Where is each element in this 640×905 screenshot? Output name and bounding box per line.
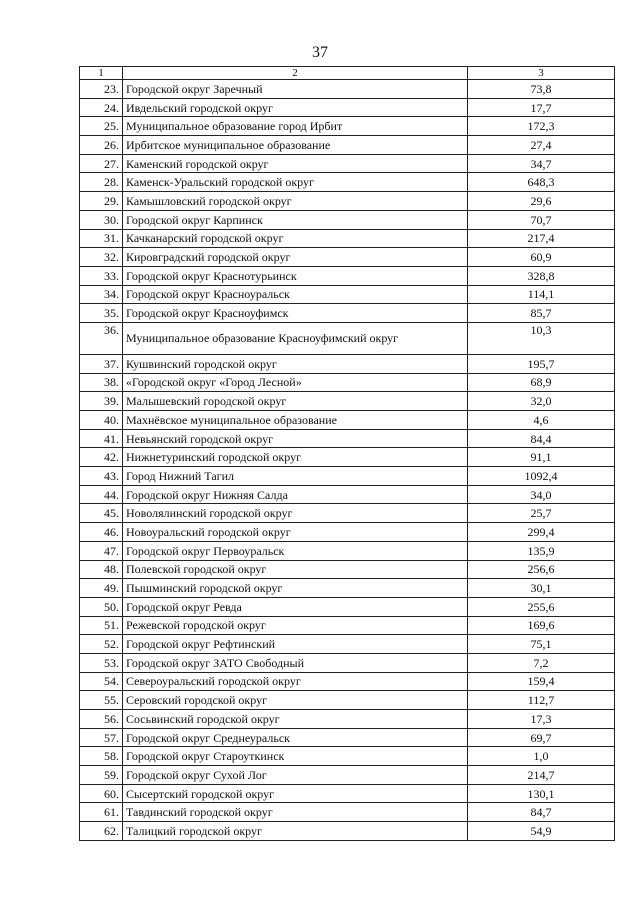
row-municipality-name: Городской округ Карпинск bbox=[123, 210, 468, 229]
row-value: 25,7 bbox=[468, 504, 615, 523]
table-row bbox=[80, 98, 615, 117]
table-row bbox=[80, 653, 615, 672]
row-number: 62. bbox=[80, 822, 123, 841]
table-row bbox=[80, 266, 615, 285]
row-municipality-name: Городской округ Красноуральск bbox=[123, 285, 468, 304]
table-body bbox=[80, 67, 615, 841]
row-value: 159,4 bbox=[468, 672, 615, 691]
row-municipality-name: Городской округ Сухой Лог bbox=[123, 766, 468, 785]
row-value: 54,9 bbox=[468, 822, 615, 841]
row-value: 29,6 bbox=[468, 192, 615, 211]
row-value: 91,1 bbox=[468, 448, 615, 467]
row-number: 27. bbox=[80, 154, 123, 173]
row-value: 30,1 bbox=[468, 579, 615, 598]
row-number: 56. bbox=[80, 710, 123, 729]
row-value: 172,3 bbox=[468, 117, 615, 136]
row-number: 58. bbox=[80, 747, 123, 766]
row-municipality-name: Сосьвинский городской округ bbox=[123, 710, 468, 729]
row-value: 255,6 bbox=[468, 597, 615, 616]
table-row bbox=[80, 448, 615, 467]
row-municipality-name: Сысертский городской округ bbox=[123, 784, 468, 803]
row-value: 69,7 bbox=[468, 728, 615, 747]
row-number: 39. bbox=[80, 392, 123, 411]
row-number: 50. bbox=[80, 597, 123, 616]
row-value: 195,7 bbox=[468, 354, 615, 373]
table-row bbox=[80, 192, 615, 211]
table-header-row bbox=[80, 67, 615, 80]
row-municipality-name: Ивдельский городской округ bbox=[123, 98, 468, 117]
row-municipality-name: Город Нижний Тагил bbox=[123, 467, 468, 486]
row-municipality-name: «Городской округ «Город Лесной» bbox=[123, 373, 468, 392]
row-value: 1,0 bbox=[468, 747, 615, 766]
row-municipality-name: Муниципальное образование город Ирбит bbox=[123, 117, 468, 136]
row-number: 46. bbox=[80, 523, 123, 542]
row-municipality-name: Городской округ Среднеуральск bbox=[123, 728, 468, 747]
table-row bbox=[80, 784, 615, 803]
row-municipality-name: Новоуральский городской округ bbox=[123, 523, 468, 542]
table-row bbox=[80, 803, 615, 822]
table-row bbox=[80, 173, 615, 192]
row-municipality-name: Полевской городской округ bbox=[123, 560, 468, 579]
table-row bbox=[80, 672, 615, 691]
row-number: 24. bbox=[80, 98, 123, 117]
row-value: 60,9 bbox=[468, 248, 615, 267]
row-number: 37. bbox=[80, 354, 123, 373]
table-row bbox=[80, 117, 615, 136]
table-row bbox=[80, 322, 615, 354]
table-row bbox=[80, 523, 615, 542]
row-municipality-name: Кировградский городской округ bbox=[123, 248, 468, 267]
column-header-name: 2 bbox=[123, 67, 468, 80]
table-row bbox=[80, 766, 615, 785]
row-municipality-name: Махнёвское муниципальное образование bbox=[123, 411, 468, 430]
row-municipality-name: Городской округ Красноуфимск bbox=[123, 304, 468, 323]
row-number: 41. bbox=[80, 429, 123, 448]
row-value: 73,8 bbox=[468, 80, 615, 99]
row-value: 112,7 bbox=[468, 691, 615, 710]
row-value: 84,7 bbox=[468, 803, 615, 822]
table-row bbox=[80, 429, 615, 448]
page-number: 37 bbox=[312, 44, 328, 61]
row-municipality-name: Каменский городской округ bbox=[123, 154, 468, 173]
table-row bbox=[80, 504, 615, 523]
row-value: 32,0 bbox=[468, 392, 615, 411]
row-municipality-name: Кушвинский городской округ bbox=[123, 354, 468, 373]
row-value: 10,3 bbox=[468, 322, 615, 354]
row-number: 29. bbox=[80, 192, 123, 211]
row-number: 25. bbox=[80, 117, 123, 136]
table-row bbox=[80, 285, 615, 304]
row-number: 35. bbox=[80, 304, 123, 323]
row-value: 256,6 bbox=[468, 560, 615, 579]
table-row bbox=[80, 691, 615, 710]
row-number: 23. bbox=[80, 80, 123, 99]
row-number: 36. bbox=[80, 322, 123, 354]
row-number: 45. bbox=[80, 504, 123, 523]
row-value: 75,1 bbox=[468, 635, 615, 654]
row-municipality-name: Городской округ Рефтинский bbox=[123, 635, 468, 654]
row-municipality-name: Городской округ Нижняя Салда bbox=[123, 485, 468, 504]
row-value: 114,1 bbox=[468, 285, 615, 304]
row-number: 47. bbox=[80, 541, 123, 560]
municipalities-table bbox=[79, 66, 615, 841]
table-row bbox=[80, 210, 615, 229]
row-number: 51. bbox=[80, 616, 123, 635]
table-row bbox=[80, 579, 615, 598]
row-municipality-name: Камышловский городской округ bbox=[123, 192, 468, 211]
row-municipality-name: Городской округ Староуткинск bbox=[123, 747, 468, 766]
row-number: 40. bbox=[80, 411, 123, 430]
table-row bbox=[80, 229, 615, 248]
row-value: 7,2 bbox=[468, 653, 615, 672]
row-municipality-name: Качканарский городской округ bbox=[123, 229, 468, 248]
row-municipality-name: Нижнетуринский городской округ bbox=[123, 448, 468, 467]
row-number: 44. bbox=[80, 485, 123, 504]
row-number: 34. bbox=[80, 285, 123, 304]
table-row bbox=[80, 747, 615, 766]
row-number: 30. bbox=[80, 210, 123, 229]
table-row bbox=[80, 560, 615, 579]
column-header-value: 3 bbox=[468, 67, 615, 80]
table-row bbox=[80, 248, 615, 267]
table-row bbox=[80, 411, 615, 430]
row-number: 33. bbox=[80, 266, 123, 285]
row-value: 27,4 bbox=[468, 136, 615, 155]
row-number: 54. bbox=[80, 672, 123, 691]
row-value: 130,1 bbox=[468, 784, 615, 803]
row-value: 68,9 bbox=[468, 373, 615, 392]
table-row bbox=[80, 467, 615, 486]
row-value: 4,6 bbox=[468, 411, 615, 430]
row-number: 42. bbox=[80, 448, 123, 467]
row-number: 32. bbox=[80, 248, 123, 267]
row-municipality-name: Городской округ Заречный bbox=[123, 80, 468, 99]
row-value: 648,3 bbox=[468, 173, 615, 192]
row-value: 34,0 bbox=[468, 485, 615, 504]
row-municipality-name: Пышминский городской округ bbox=[123, 579, 468, 598]
row-number: 43. bbox=[80, 467, 123, 486]
row-number: 55. bbox=[80, 691, 123, 710]
row-municipality-name: Малышевский городской округ bbox=[123, 392, 468, 411]
table-row bbox=[80, 710, 615, 729]
row-number: 57. bbox=[80, 728, 123, 747]
table-row bbox=[80, 597, 615, 616]
row-number: 52. bbox=[80, 635, 123, 654]
table-row bbox=[80, 136, 615, 155]
table-row bbox=[80, 635, 615, 654]
table-row bbox=[80, 822, 615, 841]
row-value: 217,4 bbox=[468, 229, 615, 248]
table-row bbox=[80, 154, 615, 173]
row-municipality-name: Режевской городской округ bbox=[123, 616, 468, 635]
table-row bbox=[80, 354, 615, 373]
table-row bbox=[80, 80, 615, 99]
row-number: 26. bbox=[80, 136, 123, 155]
row-number: 38. bbox=[80, 373, 123, 392]
row-number: 59. bbox=[80, 766, 123, 785]
row-number: 28. bbox=[80, 173, 123, 192]
row-value: 17,7 bbox=[468, 98, 615, 117]
row-value: 84,4 bbox=[468, 429, 615, 448]
row-value: 1092,4 bbox=[468, 467, 615, 486]
row-number: 61. bbox=[80, 803, 123, 822]
row-municipality-name: Городской округ Краснотурьинск bbox=[123, 266, 468, 285]
table-row bbox=[80, 616, 615, 635]
row-municipality-name: Ирбитское муниципальное образование bbox=[123, 136, 468, 155]
row-value: 85,7 bbox=[468, 304, 615, 323]
table-row bbox=[80, 541, 615, 560]
row-value: 70,7 bbox=[468, 210, 615, 229]
row-municipality-name: Каменск-Уральский городской округ bbox=[123, 173, 468, 192]
row-municipality-name: Серовский городской округ bbox=[123, 691, 468, 710]
row-value: 169,6 bbox=[468, 616, 615, 635]
table-row bbox=[80, 373, 615, 392]
row-municipality-name: Городской округ Первоуральск bbox=[123, 541, 468, 560]
row-number: 48. bbox=[80, 560, 123, 579]
row-number: 31. bbox=[80, 229, 123, 248]
row-municipality-name: Городской округ Ревда bbox=[123, 597, 468, 616]
row-value: 214,7 bbox=[468, 766, 615, 785]
column-header-number: 1 bbox=[80, 67, 123, 80]
row-value: 135,9 bbox=[468, 541, 615, 560]
row-number: 49. bbox=[80, 579, 123, 598]
row-number: 60. bbox=[80, 784, 123, 803]
row-municipality-name: Невьянский городской округ bbox=[123, 429, 468, 448]
row-municipality-name: Тавдинский городской округ bbox=[123, 803, 468, 822]
table-row bbox=[80, 304, 615, 323]
row-value: 328,8 bbox=[468, 266, 615, 285]
row-value: 34,7 bbox=[468, 154, 615, 173]
row-value: 17,3 bbox=[468, 710, 615, 729]
row-municipality-name: Новолялинский городской округ bbox=[123, 504, 468, 523]
row-municipality-name: Муниципальное образование Красноуфимский округ bbox=[123, 322, 468, 354]
row-value: 299,4 bbox=[468, 523, 615, 542]
table-row bbox=[80, 392, 615, 411]
table-row bbox=[80, 728, 615, 747]
row-municipality-name: Городской округ ЗАТО Свободный bbox=[123, 653, 468, 672]
row-municipality-name: Североуральский городской округ bbox=[123, 672, 468, 691]
row-number: 53. bbox=[80, 653, 123, 672]
table-row bbox=[80, 485, 615, 504]
row-municipality-name: Талицкий городской округ bbox=[123, 822, 468, 841]
